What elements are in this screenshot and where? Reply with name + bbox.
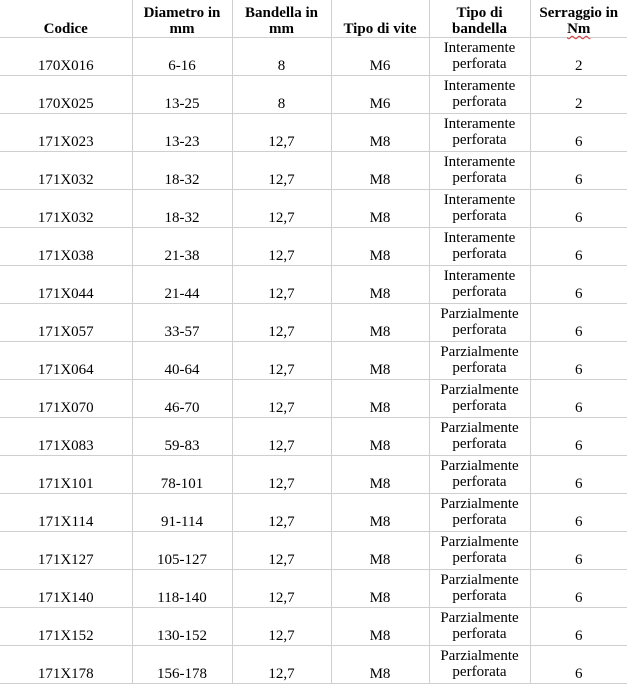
cell-diametro-value: 40-64	[133, 362, 232, 379]
cell-bandella-value: 8	[233, 96, 331, 113]
cell-diametro-value: 118-140	[133, 590, 232, 607]
cell-diametro-value: 33-57	[133, 324, 232, 341]
cell-diametro-value: 13-25	[133, 96, 232, 113]
cell-tipo-bandella-line1: Parzialmente	[430, 304, 530, 322]
table-row	[0, 456, 627, 494]
cell-serraggio-value: 6	[531, 248, 627, 265]
cell-codice	[0, 608, 132, 646]
cell-tipo-bandella-line2: perforata	[430, 360, 530, 376]
cell-tipo-vite-value: M6	[332, 58, 429, 75]
cell-tipo-vite-value: M8	[332, 210, 429, 227]
cell-codice	[0, 646, 132, 684]
cell-codice	[0, 152, 132, 190]
cell-codice	[0, 228, 132, 266]
cell-tipo-bandella	[429, 76, 530, 114]
cell-tipo-vite-value: M8	[332, 666, 429, 683]
cell-bandella	[232, 228, 331, 266]
cell-serraggio	[530, 190, 627, 228]
cell-serraggio	[530, 418, 627, 456]
table-row	[0, 532, 627, 570]
cell-serraggio-value: 6	[531, 552, 627, 569]
cell-bandella	[232, 646, 331, 684]
cell-codice	[0, 304, 132, 342]
cell-tipo-vite-value: M8	[332, 476, 429, 493]
cell-codice-value: 171X057	[0, 324, 132, 341]
cell-codice	[0, 380, 132, 418]
cell-codice-value: 171X032	[0, 172, 132, 189]
cell-tipo-vite	[331, 228, 429, 266]
cell-diametro	[132, 266, 232, 304]
cell-tipo-bandella-line2: perforata	[430, 512, 530, 528]
cell-diametro-value: 156-178	[133, 666, 232, 683]
cell-serraggio-value: 6	[531, 400, 627, 417]
cell-tipo-bandella	[429, 304, 530, 342]
cell-codice-value: 170X016	[0, 58, 132, 75]
cell-tipo-vite-value: M8	[332, 134, 429, 151]
table-row	[0, 608, 627, 646]
header-tipo-vite	[331, 0, 429, 38]
cell-tipo-bandella-line1: Parzialmente	[430, 494, 530, 512]
table-row	[0, 76, 627, 114]
cell-serraggio-value: 2	[531, 58, 627, 75]
cell-tipo-bandella-line2: perforata	[430, 132, 530, 148]
cell-codice-value: 171X044	[0, 286, 132, 303]
cell-tipo-vite	[331, 266, 429, 304]
table-row	[0, 190, 627, 228]
table-row	[0, 494, 627, 532]
cell-tipo-vite-value: M8	[332, 286, 429, 303]
cell-bandella	[232, 570, 331, 608]
cell-bandella-value: 12,7	[233, 666, 331, 683]
table-row	[0, 114, 627, 152]
cell-diametro-value: 91-114	[133, 514, 232, 531]
cell-tipo-vite	[331, 494, 429, 532]
cell-diametro-value: 105-127	[133, 552, 232, 569]
cell-codice-value: 171X023	[0, 134, 132, 151]
cell-tipo-bandella	[429, 380, 530, 418]
cell-tipo-vite	[331, 380, 429, 418]
cell-tipo-bandella-line2: perforata	[430, 436, 530, 452]
cell-bandella	[232, 532, 331, 570]
cell-tipo-vite-value: M8	[332, 400, 429, 417]
cell-tipo-bandella-line2: perforata	[430, 94, 530, 110]
cell-tipo-bandella-line2: perforata	[430, 550, 530, 566]
cell-tipo-bandella-line2: perforata	[430, 664, 530, 680]
cell-bandella-value: 12,7	[233, 286, 331, 303]
cell-tipo-bandella	[429, 228, 530, 266]
cell-tipo-bandella-line2: perforata	[430, 322, 530, 338]
cell-bandella	[232, 266, 331, 304]
cell-serraggio-value: 6	[531, 286, 627, 303]
cell-serraggio-value: 6	[531, 210, 627, 227]
cell-tipo-vite-value: M6	[332, 96, 429, 113]
cell-tipo-bandella-line1: Interamente	[430, 190, 530, 208]
cell-codice	[0, 570, 132, 608]
cell-serraggio	[530, 228, 627, 266]
cell-serraggio	[530, 532, 627, 570]
header-bandella	[232, 0, 331, 38]
cell-serraggio	[530, 266, 627, 304]
cell-serraggio	[530, 380, 627, 418]
cell-diametro-value: 21-38	[133, 248, 232, 265]
cell-tipo-bandella-line2: perforata	[430, 246, 530, 262]
table-row	[0, 152, 627, 190]
cell-codice-value: 171X083	[0, 438, 132, 455]
cell-diametro	[132, 570, 232, 608]
cell-tipo-bandella-line1: Parzialmente	[430, 342, 530, 360]
cell-bandella-value: 12,7	[233, 134, 331, 151]
table-body	[0, 38, 627, 684]
cell-diametro	[132, 608, 232, 646]
cell-codice-value: 171X178	[0, 666, 132, 683]
cell-serraggio	[530, 152, 627, 190]
cell-bandella	[232, 456, 331, 494]
cell-serraggio-value: 6	[531, 172, 627, 189]
cell-tipo-bandella	[429, 152, 530, 190]
cell-bandella-value: 12,7	[233, 628, 331, 645]
cell-codice	[0, 418, 132, 456]
cell-tipo-bandella-line1: Parzialmente	[430, 646, 530, 664]
header-serraggio	[530, 0, 627, 38]
cell-tipo-vite	[331, 418, 429, 456]
cell-tipo-vite	[331, 190, 429, 228]
cell-tipo-bandella-line2: perforata	[430, 474, 530, 490]
cell-tipo-bandella	[429, 646, 530, 684]
cell-diametro-value: 6-16	[133, 58, 232, 75]
cell-tipo-bandella-line2: perforata	[430, 284, 530, 300]
cell-codice-value: 171X032	[0, 210, 132, 227]
cell-bandella	[232, 76, 331, 114]
cell-tipo-vite-value: M8	[332, 248, 429, 265]
cell-tipo-bandella	[429, 418, 530, 456]
table-row	[0, 380, 627, 418]
cell-bandella	[232, 342, 331, 380]
cell-bandella-value: 12,7	[233, 552, 331, 569]
cell-bandella-value: 12,7	[233, 400, 331, 417]
cell-bandella-value: 12,7	[233, 324, 331, 341]
cell-codice	[0, 456, 132, 494]
table-row	[0, 418, 627, 456]
cell-bandella-value: 12,7	[233, 248, 331, 265]
header-codice-label: Codice	[0, 21, 132, 37]
cell-tipo-vite-value: M8	[332, 552, 429, 569]
header-diametro-line1: Diametro in	[133, 5, 232, 21]
cell-codice	[0, 190, 132, 228]
cell-tipo-bandella-line1: Interamente	[430, 38, 530, 56]
cell-serraggio	[530, 76, 627, 114]
cell-serraggio	[530, 342, 627, 380]
table-header	[0, 0, 627, 38]
cell-bandella	[232, 608, 331, 646]
cell-tipo-vite-value: M8	[332, 438, 429, 455]
cell-diametro-value: 46-70	[133, 400, 232, 417]
cell-diametro	[132, 456, 232, 494]
cell-tipo-vite	[331, 342, 429, 380]
cell-codice-value: 171X114	[0, 514, 132, 531]
cell-serraggio	[530, 456, 627, 494]
cell-codice	[0, 532, 132, 570]
cell-tipo-vite	[331, 38, 429, 76]
cell-diametro	[132, 38, 232, 76]
cell-codice-value: 170X025	[0, 96, 132, 113]
cell-tipo-vite-value: M8	[332, 324, 429, 341]
cell-diametro	[132, 342, 232, 380]
cell-serraggio	[530, 494, 627, 532]
cell-serraggio	[530, 570, 627, 608]
cell-bandella-value: 12,7	[233, 172, 331, 189]
cell-bandella-value: 12,7	[233, 514, 331, 531]
cell-codice	[0, 266, 132, 304]
cell-tipo-bandella	[429, 190, 530, 228]
cell-tipo-bandella-line2: perforata	[430, 588, 530, 604]
cell-serraggio-value: 6	[531, 628, 627, 645]
cell-tipo-bandella-line1: Interamente	[430, 228, 530, 246]
cell-diametro	[132, 418, 232, 456]
cell-tipo-vite	[331, 646, 429, 684]
cell-tipo-vite	[331, 114, 429, 152]
cell-codice	[0, 76, 132, 114]
cell-tipo-vite-value: M8	[332, 362, 429, 379]
cell-bandella	[232, 494, 331, 532]
cell-codice	[0, 114, 132, 152]
cell-tipo-vite	[331, 608, 429, 646]
cell-serraggio-value: 6	[531, 590, 627, 607]
cell-diametro	[132, 646, 232, 684]
cell-tipo-bandella	[429, 608, 530, 646]
table-row	[0, 38, 627, 76]
header-bandella-line1: Bandella in	[233, 5, 331, 21]
cell-diametro-value: 18-32	[133, 210, 232, 227]
cell-tipo-bandella-line1: Parzialmente	[430, 380, 530, 398]
header-diametro	[132, 0, 232, 38]
cell-serraggio-value: 6	[531, 362, 627, 379]
cell-diametro	[132, 114, 232, 152]
cell-diametro	[132, 76, 232, 114]
table-row	[0, 646, 627, 684]
cell-codice	[0, 494, 132, 532]
cell-bandella	[232, 114, 331, 152]
cell-tipo-bandella-line1: Interamente	[430, 266, 530, 284]
cell-codice-value: 171X038	[0, 248, 132, 265]
cell-codice-value: 171X127	[0, 552, 132, 569]
cell-bandella	[232, 38, 331, 76]
cell-tipo-bandella	[429, 570, 530, 608]
cell-diametro-value: 18-32	[133, 172, 232, 189]
cell-bandella	[232, 418, 331, 456]
cell-tipo-bandella-line1: Interamente	[430, 76, 530, 94]
cell-codice-value: 171X101	[0, 476, 132, 493]
cell-diametro	[132, 532, 232, 570]
cell-tipo-bandella-line1: Parzialmente	[430, 608, 530, 626]
cell-serraggio	[530, 608, 627, 646]
cell-tipo-bandella	[429, 266, 530, 304]
cell-tipo-bandella	[429, 38, 530, 76]
cell-serraggio	[530, 646, 627, 684]
cell-bandella-value: 12,7	[233, 362, 331, 379]
table-row	[0, 304, 627, 342]
header-codice	[0, 0, 132, 38]
cell-codice-value: 171X064	[0, 362, 132, 379]
cell-tipo-bandella	[429, 532, 530, 570]
cell-diametro	[132, 304, 232, 342]
cell-diametro	[132, 190, 232, 228]
cell-tipo-vite-value: M8	[332, 628, 429, 645]
table-row	[0, 228, 627, 266]
cell-codice-value: 171X070	[0, 400, 132, 417]
header-tipo-bandella	[429, 0, 530, 38]
cell-diametro-value: 59-83	[133, 438, 232, 455]
cell-bandella	[232, 152, 331, 190]
cell-tipo-vite	[331, 456, 429, 494]
header-tipo-vite-label: Tipo di vite	[332, 21, 429, 37]
cell-tipo-vite	[331, 304, 429, 342]
cell-tipo-bandella	[429, 494, 530, 532]
cell-bandella	[232, 304, 331, 342]
cell-codice	[0, 342, 132, 380]
cell-tipo-bandella-line1: Parzialmente	[430, 570, 530, 588]
cell-bandella-value: 12,7	[233, 590, 331, 607]
header-row	[0, 0, 627, 38]
cell-diametro	[132, 228, 232, 266]
header-tipo-bandella-line1: Tipo di	[430, 5, 530, 21]
cell-serraggio	[530, 38, 627, 76]
cell-tipo-vite	[331, 152, 429, 190]
table-row	[0, 570, 627, 608]
cell-codice	[0, 38, 132, 76]
cell-tipo-bandella-line1: Interamente	[430, 152, 530, 170]
cell-tipo-bandella-line2: perforata	[430, 56, 530, 72]
cell-serraggio-value: 6	[531, 514, 627, 531]
cell-tipo-vite	[331, 570, 429, 608]
cell-tipo-vite-value: M8	[332, 172, 429, 189]
cell-tipo-bandella-line1: Parzialmente	[430, 532, 530, 550]
cell-tipo-vite	[331, 76, 429, 114]
table-row	[0, 266, 627, 304]
cell-serraggio-value: 6	[531, 134, 627, 151]
cell-serraggio-value: 6	[531, 476, 627, 493]
header-tipo-bandella-line2: bandella	[430, 21, 530, 37]
cell-tipo-bandella-line2: perforata	[430, 170, 530, 186]
cell-serraggio-value: 6	[531, 438, 627, 455]
cell-tipo-vite-value: M8	[332, 514, 429, 531]
cell-bandella	[232, 190, 331, 228]
cell-bandella-value: 12,7	[233, 438, 331, 455]
cell-codice-value: 171X152	[0, 628, 132, 645]
cell-tipo-vite-value: M8	[332, 590, 429, 607]
cell-serraggio-value: 2	[531, 96, 627, 113]
cell-tipo-bandella	[429, 342, 530, 380]
cell-codice-value: 171X140	[0, 590, 132, 607]
cell-serraggio	[530, 114, 627, 152]
cell-diametro-value: 13-23	[133, 134, 232, 151]
cell-diametro-value: 21-44	[133, 286, 232, 303]
cell-bandella-value: 12,7	[233, 210, 331, 227]
cell-bandella	[232, 380, 331, 418]
table-row	[0, 342, 627, 380]
cell-diametro	[132, 152, 232, 190]
cell-tipo-bandella-line2: perforata	[430, 208, 530, 224]
cell-tipo-bandella-line2: perforata	[430, 398, 530, 414]
cell-diametro	[132, 380, 232, 418]
header-serraggio-line2: Nm	[567, 21, 590, 37]
cell-diametro-value: 78-101	[133, 476, 232, 493]
cell-tipo-vite	[331, 532, 429, 570]
cell-bandella-value: 12,7	[233, 476, 331, 493]
header-diametro-line2: mm	[133, 21, 232, 37]
cell-tipo-bandella-line1: Parzialmente	[430, 418, 530, 436]
cell-serraggio-value: 6	[531, 324, 627, 341]
cell-diametro	[132, 494, 232, 532]
cell-tipo-bandella-line1: Interamente	[430, 114, 530, 132]
cell-serraggio-value: 6	[531, 666, 627, 683]
cell-diametro-value: 130-152	[133, 628, 232, 645]
cell-tipo-bandella-line1: Parzialmente	[430, 456, 530, 474]
cell-tipo-bandella-line2: perforata	[430, 626, 530, 642]
cell-tipo-bandella	[429, 114, 530, 152]
cell-bandella-value: 8	[233, 58, 331, 75]
cell-serraggio	[530, 304, 627, 342]
header-bandella-line2: mm	[233, 21, 331, 37]
header-serraggio-line1: Serraggio in	[531, 5, 627, 21]
cell-tipo-bandella	[429, 456, 530, 494]
